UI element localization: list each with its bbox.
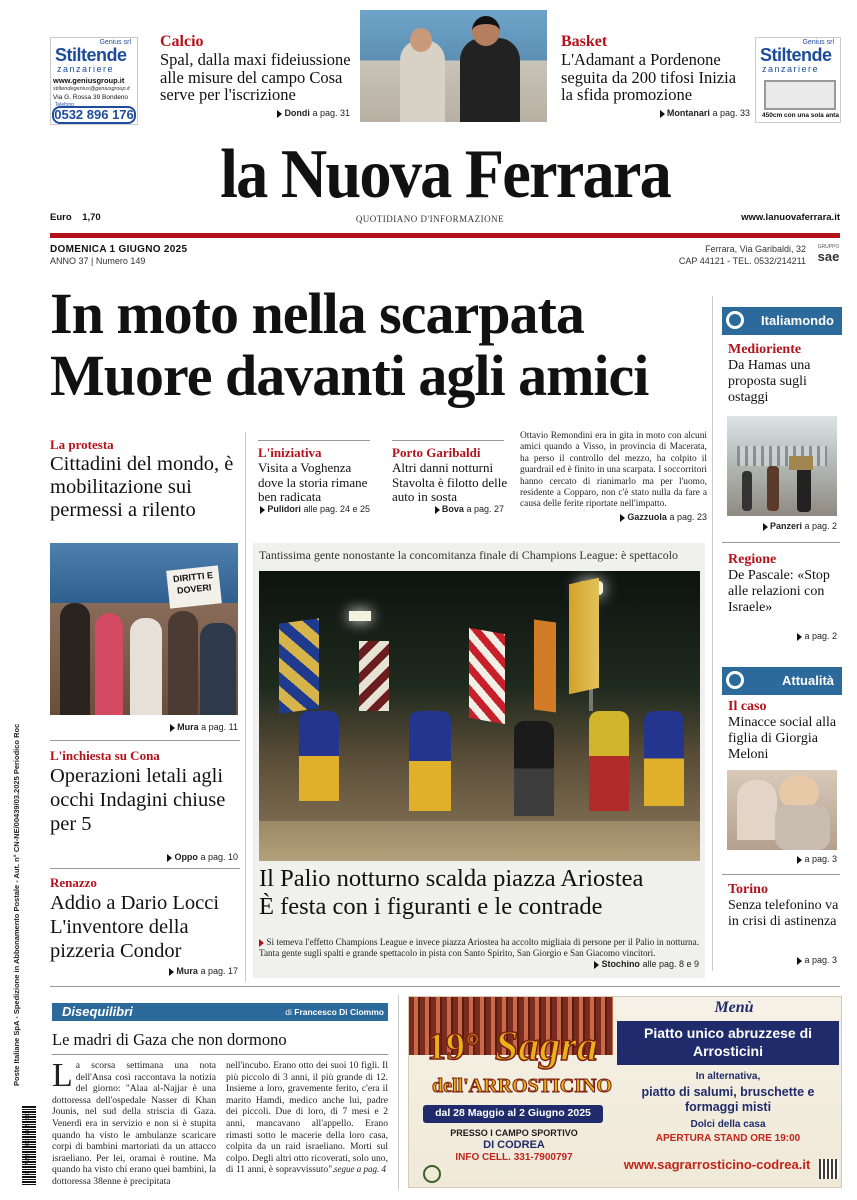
editorial-section: Disequilibri [62,1004,133,1019]
cona-headline: Operazioni letali agli occhi Indagini chiuse per 5 [50,765,226,835]
menu-main: Piatto unico abruzzese di Arrosticini [617,1021,839,1065]
arrow-icon [797,856,802,864]
ref-page: a pag. 2 [804,631,837,641]
author-name: Francesco Di Ciommo [294,1007,384,1017]
editorial-author [285,1007,384,1017]
editorial-col1 [52,1057,216,1188]
menu-title: Menù [714,999,754,1016]
ref-page: a pag. 17 [200,966,238,976]
sidebar-rule [722,874,840,875]
medioriente-story[interactable] [728,342,840,406]
arrow-icon [763,523,768,531]
left-rule [50,868,240,869]
brand-top: Genius srl [99,39,131,46]
ref-page: a pag. 3 [804,955,837,965]
group-label: GRUPPO [817,244,840,250]
protesta-photo [50,543,238,715]
ad-web: www.geniusgroup.it [53,76,125,85]
author-prefix: di [285,1007,292,1017]
sagra-place2: DI CODREA [483,1139,545,1151]
editorial-header [52,1003,388,1021]
arrow-icon [435,506,440,514]
qr-code-icon [819,1159,839,1179]
regione-kicker: Regione [728,552,777,567]
caso-ref[interactable] [740,854,837,864]
regione-headline: De Pascale: «Stop alle relazioni con Israele» [728,568,830,615]
palio-body-text: Si temeva l'effetto Champions League e invece piazza Ariostea ha accolto migliaia di persone per il Palio in notturna. Tanta gente sugli spalti e grande spettacolo in pista con Santo Spirito, San Giorgio e San Giacomo vincitori. [259,937,700,958]
sagra-number: 19° [427,1026,481,1068]
ad-phone: 0532 896 176 [52,106,136,124]
protesta-kicker: La protesta [50,437,114,452]
medioriente-headline: Da Hamas una proposta sugli ostaggi [728,358,811,405]
basket-ref[interactable] [645,108,750,118]
porto-story[interactable] [392,440,510,505]
cona-ref[interactable] [140,852,238,862]
main-headline[interactable] [50,283,710,407]
codrea-logo [423,1165,441,1183]
arrow-icon [620,514,625,522]
palio-headline-line1: Il Palio notturno scalda piazza Ariostea [259,865,644,892]
medioriente-photo [727,416,837,516]
ref-name: Dondi [284,108,310,118]
price-label-text: Euro [50,212,72,223]
ref-page: a pag. 33 [712,108,750,118]
palio-photo [259,571,700,861]
ad-email: stiltendegenius@geniusgroup.it [53,86,130,92]
menu-alt-label: In alternativa, [695,1071,761,1082]
vertical-notice: Poste Italiane SpA - Spedizione in Abbonamento Postale - Aut. n° CN-NE/00439/03.2025 Periodico Roc [12,723,21,1086]
cona-kicker: L'inchiesta su Cona [50,748,160,763]
brand-sub: zanzariere [762,64,820,74]
iniziativa-headline: Visita a Voghenza dove la storia rimane ben radicata [258,460,368,504]
calcio-photo [360,10,547,122]
main-headline-ref[interactable] [590,512,707,522]
caso-kicker: Il caso [728,699,767,714]
iniziativa-ref[interactable] [258,504,370,514]
ref-name: Pulidori [267,504,301,514]
porto-kicker: Porto Garibaldi [392,445,481,460]
ref-name: Gazzuola [627,512,667,522]
protesta-story[interactable] [50,437,242,522]
price-label [50,212,101,223]
palio-top-caption: Tantissima gente nonostante la concomitanza finale di Champions League: è spettacolo [259,548,679,562]
ref-name: Bova [441,504,464,514]
issue-date: DOMENICA 1 GIUGNO 2025 [50,244,188,255]
ad-caption: 450cm con una sola anta [762,112,839,119]
sagra-website[interactable]: www.sagrarrosticino-codrea.it [623,1157,811,1172]
ref-name: Montanari [666,108,710,118]
palio-headline-line2: È festa con i figuranti e le contrade [259,893,603,920]
sagra-dates: dal 28 Maggio al 2 Giugno 2025 [423,1105,603,1123]
palio-headline [259,865,704,921]
protesta-ref[interactable] [140,722,238,732]
regione-ref[interactable] [740,631,837,641]
story-rule [258,440,370,441]
calcio-kicker: Calcio [160,33,204,50]
ref-page: a pag. 11 [201,722,238,732]
porto-headline: Altri danni notturni Stavolta è filotto delle auto in sosta [392,460,508,504]
sidebar-section-attualita[interactable] [722,667,842,695]
regione-story[interactable] [728,552,840,616]
masthead-address: Ferrara, Via Garibaldi, 32 [705,244,806,254]
sagra-ad[interactable] [408,996,842,1188]
main-headline-line1: In moto nella scarpata [50,281,584,346]
sidebar-section-italiamondo[interactable] [722,307,842,335]
issue-number: ANNO 37 | Numero 149 [50,256,146,266]
masthead-website[interactable]: www.lanuovaferrara.it [741,212,840,223]
caso-headline: Minacce social alla figlia di Giorgia Meloni [728,715,837,762]
torino-kicker: Torino [728,882,768,897]
palio-ref[interactable] [563,959,699,969]
price-value: 1,70 [82,212,101,223]
porto-ref[interactable] [392,504,504,514]
sagra-title: Sagra [495,1024,598,1070]
bottom-rule [50,986,840,987]
sidebar-divider [712,296,713,971]
ref-name: Panzeri [769,521,802,531]
renazzo-story[interactable] [50,875,242,963]
arrow-icon [797,633,802,641]
torino-ref[interactable] [740,955,837,965]
top-ad-right[interactable] [755,37,841,123]
sidebar-rule [722,542,840,543]
arrow-icon [169,968,174,976]
sagra-info: INFO CELL. 331-7900797 [455,1152,573,1163]
ref-page: a pag. 23 [669,512,707,522]
medioriente-kicker: Medioriente [728,342,802,357]
masthead-contact: CAP 44121 - TEL. 0532/214211 [678,256,806,266]
renazzo-headline: Addio a Dario Locci L'inventore della pizzeria Condor [50,892,220,962]
ref-name: Mura [177,722,199,732]
arrow-icon [167,854,172,862]
torino-story[interactable] [728,882,840,930]
ref-page: alle pag. 8 e 9 [642,959,699,969]
group-logo [815,244,842,270]
brand-name: Stiltende [55,45,127,65]
ref-page: a pag. 31 [312,108,350,118]
brand-name: Stiltende [760,45,832,65]
editorial-title-rule [52,1054,388,1055]
arrow-icon [594,961,599,969]
bullet-arrow-icon [259,939,264,947]
editorial-continue[interactable]: segue a pag. 4 [334,1164,386,1174]
basket-story[interactable] [561,33,746,104]
protest-sign: DIRITTI E DOVERI [166,565,222,608]
window-graphic [764,80,836,110]
ref-page: a pag. 10 [200,852,238,862]
brand-top: Genius srl [802,39,834,46]
iniziativa-story[interactable] [258,440,376,505]
ad-address: Via G. Rossa 39 Bondeno [53,94,129,101]
col1-text: a scorsa settimana una nota dell'Ansa così raccontava la notizia del giorno: "Alaa al-Najjar è una dottoressa dell'ospedale Nasser di Khan Jounis, nel sud della striscia di Gaza. Venerdì era in servizio e non si è stupita quando ha visto le ambulanze scaricare corpi di bambini martoriati da un attacco israeliano. Per lei, oramai è routine. Ma quando ha visto chi erano quei bambini, la dottoressa 38enne è precipitata [52,1060,216,1187]
menu-dessert: Dolci della casa [690,1119,766,1130]
medioriente-ref[interactable] [740,521,837,531]
editorial-title[interactable]: Le madri di Gaza che non dormono [52,1030,287,1049]
left-column-divider [245,432,246,982]
ad-phone-label: Telefono [55,102,74,108]
caso-story[interactable] [728,699,840,763]
ref-page: a pag. 2 [804,521,837,531]
brand-sub: zanzariere [57,64,115,74]
left-rule [50,740,240,741]
calcio-story[interactable] [160,33,355,104]
ref-name: Mura [176,966,198,976]
basket-headline: L'Adamant a Pordenone seguita da 200 tifosi Inizia la sfida promozione [561,50,737,104]
palio-box[interactable] [253,543,705,978]
top-ad-left[interactable] [50,37,138,125]
palio-body [259,937,699,959]
main-headline-line2: Muore davanti agli amici [50,343,649,408]
sagra-subtitle: dell'ARROSTICINO [431,1075,613,1097]
arrow-icon [797,957,802,965]
story-rule [392,440,504,441]
cona-story[interactable] [50,748,242,836]
menu-alt-items: piatto di salumi, bruschette e formaggi misti [641,1085,815,1114]
calcio-ref[interactable] [250,108,350,118]
ref-page: a pag. 27 [466,504,504,514]
dropcap: L [52,1057,73,1094]
ref-page: alle pag. 24 e 25 [303,504,370,514]
ref-page: a pag. 3 [804,854,837,864]
renazzo-kicker: Renazzo [50,875,97,890]
basket-kicker: Basket [561,33,608,50]
protesta-headline: Cittadini del mondo, è mobilitazione sui permessi a rilento [50,453,234,521]
masthead-title[interactable]: la Nuova Ferrara [220,136,670,213]
iniziativa-kicker: L'iniziativa [258,445,322,460]
calcio-headline: Spal, dalla maxi fideiussione alle misure del campo Cosa serve per l'iscrizione [160,50,351,104]
sidebar-circle-icon [726,311,744,329]
masthead-rule [50,233,840,238]
editorial-divider [398,995,399,1190]
sagra-place1: PRESSO I CAMPO SPORTIVO [450,1128,578,1138]
arrow-icon [260,506,265,514]
main-headline-body: Ottavio Remondini era in gita in moto con alcuni amici quando a Visso, in provincia di Macerata, ha perso il controllo del mezzo, ha colpito il guardrail ed è finito in una scarpata. I soccorritori hanno cercato di rianimarlo ma per l'uomo, residente a Copparo, non c'è stato nulla da fare a causa delle ferite riportate nell'impatto. [520,431,707,510]
arrow-icon [170,724,175,732]
group-name: sae [817,249,840,264]
sidebar-circle-icon [726,671,744,689]
caso-photo [727,770,837,850]
barcode-number: 9 771590 991059 50601 [25,1111,31,1175]
renazzo-ref[interactable] [140,966,238,976]
arrow-icon [277,110,282,118]
editorial-col2: nell'incubo. Erano otto dei suoi 10 figli. Il più piccolo di 3 anni, il più grande di 12. Insieme a loro, gravemente ferito, c'era il marito Hamdi, medico anche lui, padre dei piccoli. Due di loro, di 7 mesi e 2 anni, mancavano all'appello. Erano rimasti sotto le macerie della loro casa, colpita da un raid israeliano. Morti sul colpo. Degli altri otto ricoverati, solo uno, di 11 anni, è sopravvissuto". [226,1060,388,1176]
section-label: Attualità [782,673,834,688]
section-label: Italiamondo [761,313,834,328]
menu-opening: APERTURA STAND ORE 19:00 [655,1133,801,1144]
arrow-icon [660,110,665,118]
masthead-subtitle: QUOTIDIANO D'INFORMAZIONE [355,214,505,224]
ref-name: Oppo [174,852,198,862]
ref-name: Stochino [601,959,640,969]
torino-headline: Senza telefonino va in crisi di astinenza [728,898,839,929]
